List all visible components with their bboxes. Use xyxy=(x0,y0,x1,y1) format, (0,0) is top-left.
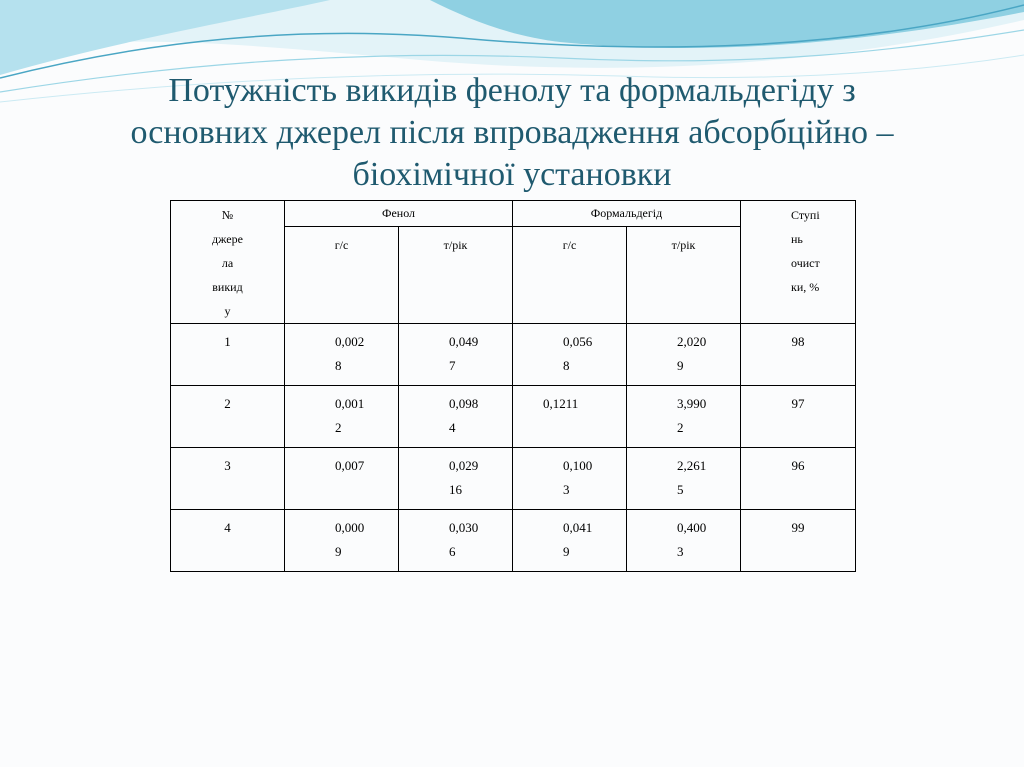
phenol-gs-value: 0,007 xyxy=(285,448,399,510)
header-formaldehyde-tyr: т/рік xyxy=(627,226,741,323)
table-row xyxy=(171,386,856,448)
header-source: № джере ла викид у xyxy=(171,201,285,324)
table-row xyxy=(171,448,856,510)
source-number: 3 xyxy=(171,448,285,510)
table-row xyxy=(171,324,856,386)
slide-title xyxy=(0,70,1024,196)
phenol-gs-value: 0,002 8 xyxy=(285,324,399,386)
purification-degree-value: 96 xyxy=(741,448,856,510)
formaldehyde-gs-value: 0,100 3 xyxy=(513,448,627,510)
formaldehyde-tyr-value: 2,261 5 xyxy=(627,448,741,510)
phenol-tyr-value: 0,098 4 xyxy=(399,386,513,448)
header-phenol-gs: г/с xyxy=(285,226,399,323)
purification-degree-value: 98 xyxy=(741,324,856,386)
header-purification-degree: Ступі нь очист ки, % xyxy=(741,201,856,324)
phenol-tyr-value: 0,029 16 xyxy=(399,448,513,510)
header-phenol-tyr: т/рік xyxy=(399,226,513,323)
source-number: 1 xyxy=(171,324,285,386)
table-row xyxy=(171,510,856,572)
formaldehyde-tyr-value: 3,990 2 xyxy=(627,386,741,448)
formaldehyde-gs-value: 0,1211 xyxy=(513,386,627,448)
header-phenol: Фенол xyxy=(285,201,513,227)
purification-degree-value: 97 xyxy=(741,386,856,448)
title-line-2: основних джерел після впровадження абсорбційно – xyxy=(130,114,894,151)
phenol-gs-value: 0,000 9 xyxy=(285,510,399,572)
title-line-1: Потужність викидів фенолу та формальдегіду з xyxy=(168,72,856,109)
emissions-table xyxy=(170,200,856,572)
source-number: 4 xyxy=(171,510,285,572)
phenol-tyr-value: 0,049 7 xyxy=(399,324,513,386)
phenol-gs-value: 0,001 2 xyxy=(285,386,399,448)
formaldehyde-tyr-value: 0,400 3 xyxy=(627,510,741,572)
formaldehyde-gs-value: 0,041 9 xyxy=(513,510,627,572)
header-formaldehyde-gs: г/с xyxy=(513,226,627,323)
phenol-tyr-value: 0,030 6 xyxy=(399,510,513,572)
source-number: 2 xyxy=(171,386,285,448)
purification-degree-value: 99 xyxy=(741,510,856,572)
header-formaldehyde: Формальдегід xyxy=(513,201,741,227)
formaldehyde-tyr-value: 2,020 9 xyxy=(627,324,741,386)
formaldehyde-gs-value: 0,056 8 xyxy=(513,324,627,386)
title-line-3: біохімічної установки xyxy=(352,156,672,193)
